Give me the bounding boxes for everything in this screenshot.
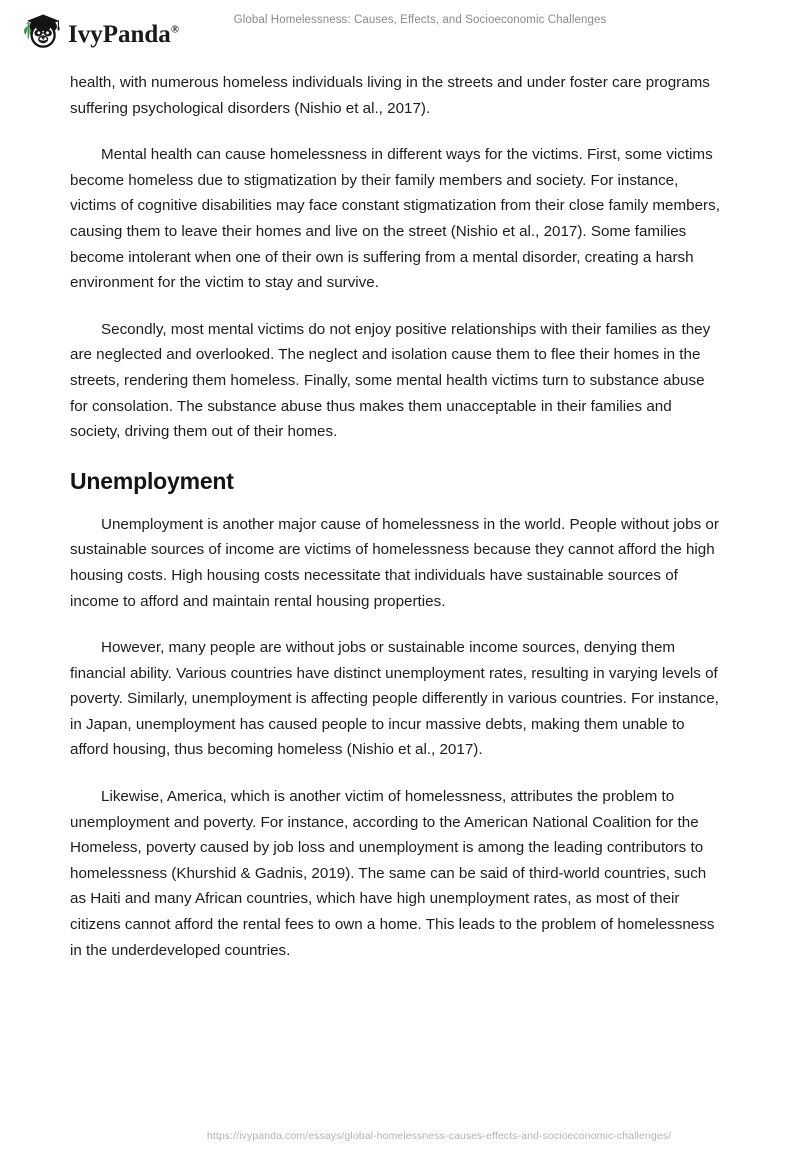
- page-header: [0, 0, 800, 62]
- paragraph-unemployment-intro: Unemployment is another major cause of homelessness in the world. People without jobs or sustainable sources of income are victims of homelessness because they cannot afford the high housing costs. High housing costs necessitate that individuals have sustainable sources of income to afford and maintain rental housing properties.: [70, 515, 719, 610]
- registered-mark: ®: [170, 23, 180, 36]
- document-title: Global Homelessness: Causes, Effects, and Socioeconomic Challenges: [233, 14, 607, 26]
- paragraph-unemployment-america: Likewise, America, which is another victim of homelessness, attributes the problem to unemployment and poverty. For instance, according to the American National Coalition for the Homeless, poverty caused by job loss and unemployment is among the leading contributors to homelessness (Khurshid & Gadnis, 2019). The same can be said of third-world countries, such as Haiti and many African countries, which have high unemployment rates, as most of their citizens cannot afford the rental fees to own a home. This leads to the problem of homelessness in the underdeveloped countries.: [70, 788, 715, 959]
- source-url[interactable]: https://ivypanda.com/essays/global-homelessness-causes-effects-and-socioeconomic-challenges/: [206, 1130, 672, 1142]
- document-content: [70, 70, 722, 984]
- section-heading-unemployment: Unemployment: [70, 467, 234, 494]
- page-footer: [0, 1126, 800, 1144]
- brand-name-text: IvyPanda: [68, 20, 171, 48]
- paragraph-mental-health-causes: Mental health can cause homelessness in different ways for the victims. First, some victims become homeless due to stigmatization by their family members and society. For instance, victims of cognitive disabilities may face constant stigmatization from their close family members, causing them to leave their homes and live on the street (Nishio et al., 2017). Some families become intolerant when one of their own is suffering from a mental disorder, creating a harsh environment for the victim to stay and survive.: [70, 146, 720, 292]
- paragraph-unemployment-countries: However, many people are without jobs or sustainable income sources, denying them financial ability. Various countries have distinct unemployment rates, resulting in varying levels of poverty. Similarly, unemployment is affecting people differently in various countries. For instance, in Japan, unemployment has caused people to incur massive debts, making them unable to afford housing, thus becoming homeless (Nishio et al., 2017).: [70, 639, 719, 759]
- paragraph-neglect-substance-abuse: Secondly, most mental victims do not enjoy positive relationships with their families as they are neglected and overlooked. The neglect and isolation cause them to flee their homes in the streets, rendering them homeless. Finally, some mental health victims turn to substance abuse for consolation. The substance abuse thus makes them unacceptable in their families and society, driving them out of their homes.: [70, 320, 711, 441]
- paragraph-continuation: health, with numerous homeless individuals living in the streets and under foster care programs suffering psychological disorders (Nishio et al., 2017).: [70, 74, 710, 117]
